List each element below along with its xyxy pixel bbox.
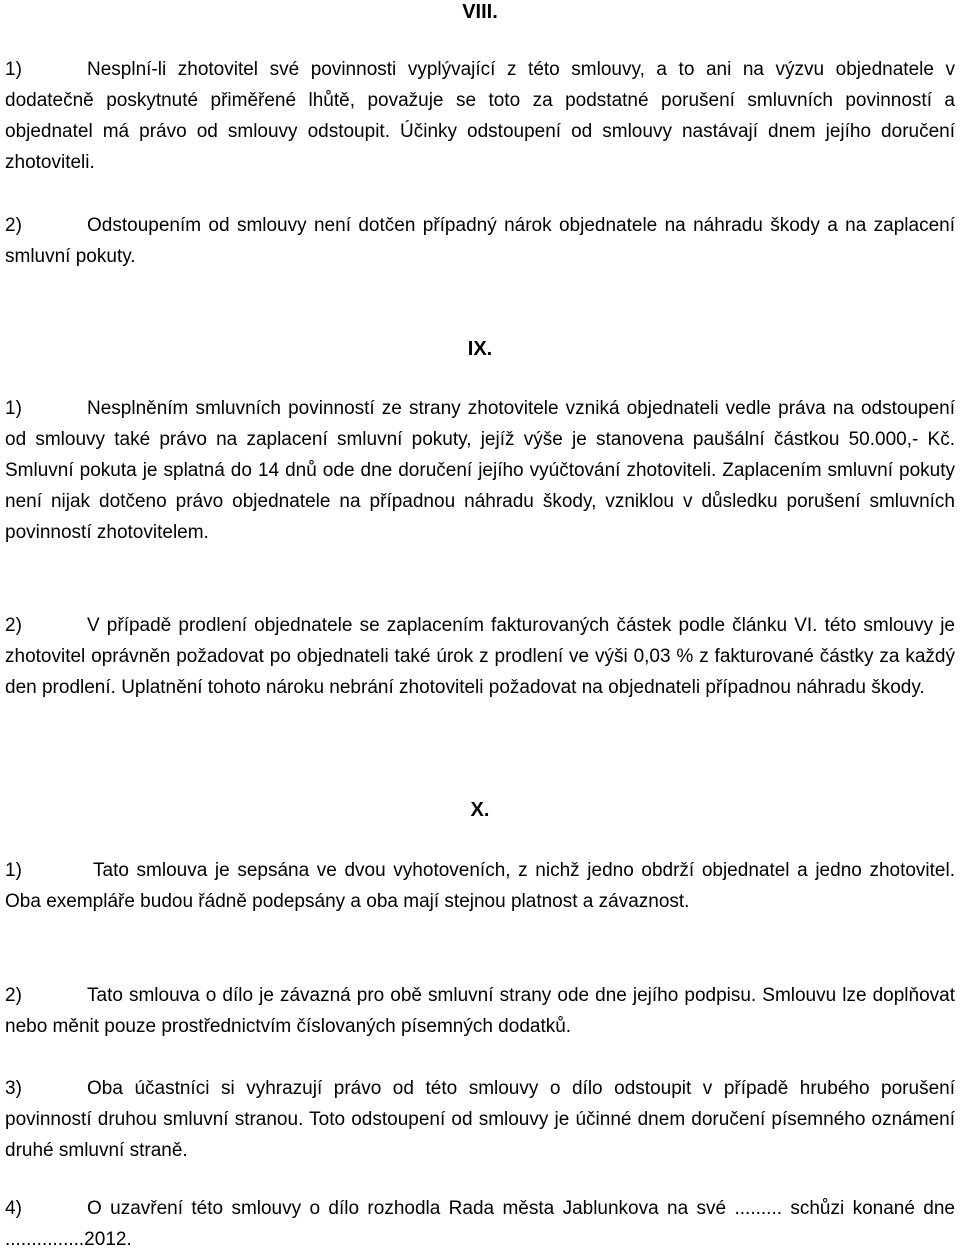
paragraph-text: Tato smlouva o dílo je závazná pro obě smluvní strany ode dne jejího podpisu. Smlouvu lze doplňovat nebo měnit pouze prostřednictvím číslovaných písemných dodatků. <box>5 985 955 1037</box>
paragraph-x-4 <box>5 1193 955 1255</box>
paragraph-number: 1) <box>5 59 22 80</box>
paragraph-x-1 <box>5 855 955 917</box>
section-heading-ix: IX. <box>467 338 493 360</box>
paragraph-number: 4) <box>5 1198 22 1219</box>
paragraph-text: Nesplněním smluvních povinností ze strany zhotovitele vzniká objednateli vedle práva na odstoupení od smlouvy také právo na zaplacení smluvní pokuty, jejíž výše je stanovena paušální částkou 50.000,- Kč. Smluvní pokuta je splatná do 14 dnů ode dne doručení jejího vyúčtování zhotoviteli. Zaplacením smluvní pokuty není nijak dotčeno právo objednatele na případnou náhradu škody, vzniklou v důsledku porušení smluvních povinností zhotovitelem. <box>5 398 955 543</box>
paragraph-text: Odstoupením od smlouvy není dotčen případný nárok objednatele na náhradu škody a na zaplacení smluvní pokuty. <box>5 215 955 267</box>
paragraph-ix-2 <box>5 610 955 703</box>
paragraph-ix-1 <box>5 393 955 548</box>
paragraph-text: Tato smlouva je sepsána ve dvou vyhotoveních, z nichž jedno obdrží objednatel a jedno zhotovitel. Oba exempláře budou řádně podepsány a oba mají stejnou platnost a závaznost. <box>5 860 955 912</box>
paragraph-text: Oba účastníci si vyhrazují právo od této smlouvy o dílo odstoupit v případě hrubého porušení povinností druhou smluvní stranou. Toto odstoupení od smlouvy je účinné dnem doručení písemného oznámení druhé smluvní straně. <box>5 1078 955 1161</box>
paragraph-text: V případě prodlení objednatele se zaplacením fakturovaných částek podle článku VI. této smlouvy je zhotovitel oprávněn požadovat po objednateli také úrok z prodlení ve výši 0,03 % z fakturované částky za každý den prodlení. Uplatnění tohoto nároku nebrání zhotoviteli požadovat na objednateli případnou náhradu škody. <box>5 615 955 698</box>
paragraph-viii-1 <box>5 54 955 178</box>
paragraph-x-2 <box>5 980 955 1042</box>
paragraph-number: 2) <box>5 615 22 636</box>
paragraph-text: Nesplní-li zhotovitel své povinnosti vyplývající z této smlouvy, a to ani na výzvu objednatele v dodatečně poskytnuté přiměřené lhůtě, považuje se toto za podstatné porušení smluvních povinností a objednatel má právo od smlouvy odstoupit. Účinky odstoupení od smlouvy nastávají dnem jejího doručení zhotoviteli. <box>5 59 955 173</box>
paragraph-number: 2) <box>5 985 22 1006</box>
paragraph-number: 1) <box>5 398 22 419</box>
paragraph-x-3 <box>5 1073 955 1166</box>
paragraph-text: O uzavření této smlouvy o dílo rozhodla Rada města Jablunkova na své ......... schůzi konané dne ...............2012. <box>5 1198 955 1250</box>
paragraph-number: 2) <box>5 215 22 236</box>
section-heading-x: X. <box>470 799 490 821</box>
paragraph-viii-2 <box>5 210 955 272</box>
section-heading-viii: VIII. <box>462 1 498 23</box>
paragraph-number: 1) <box>5 860 22 881</box>
paragraph-number: 3) <box>5 1078 22 1099</box>
